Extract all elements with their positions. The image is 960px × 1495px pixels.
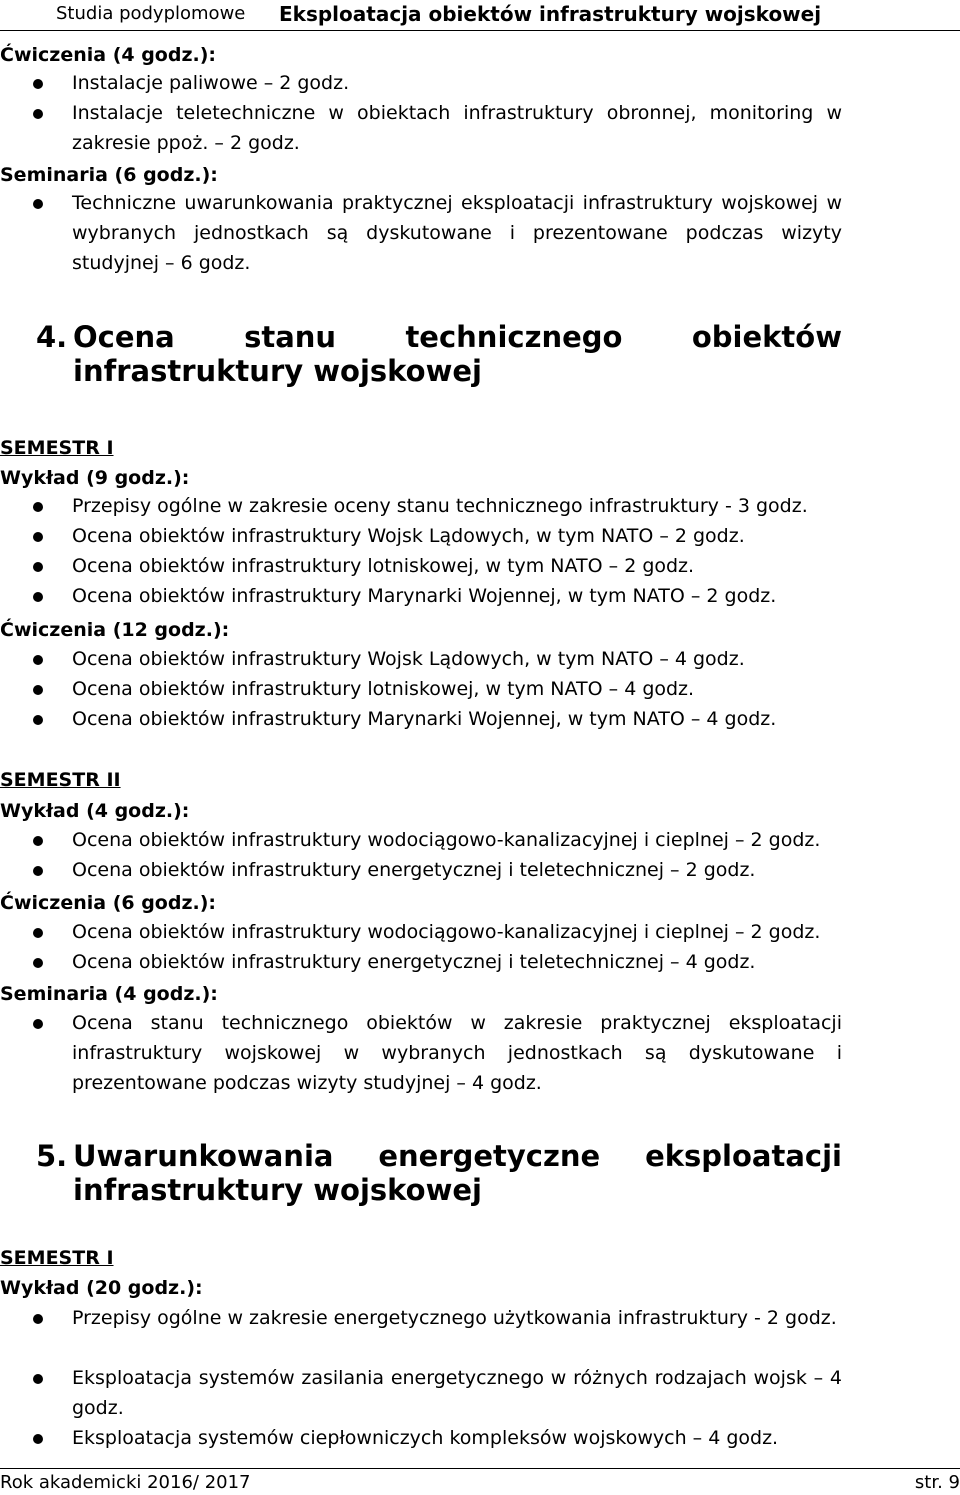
bullet-icon	[33, 562, 43, 572]
section-title-text: Ocena stanu technicznego obiektów infrastruktury wojskowej	[73, 320, 842, 388]
section-number: 4.	[36, 320, 68, 354]
list-item: Ocena obiektów infrastruktury energetycznej i teletechnicznej – 2 godz.	[72, 859, 756, 881]
list-item: Ocena obiektów infrastruktury wodociągowo-kanalizacyjnej i cieplnej – 2 godz.	[72, 829, 821, 851]
semestr-label: SEMESTR I	[0, 1247, 114, 1269]
list-item: Eksploatacja systemów zasilania energetycznego w różnych rodzajach wojsk – 4 godz.	[72, 1367, 842, 1419]
list-item: Instalacje paliwowe – 2 godz.	[72, 72, 350, 94]
cwiczenia-heading: Ćwiczenia (4 godz.):	[0, 44, 217, 66]
bullet-icon	[33, 592, 43, 602]
list-item: Ocena obiektów infrastruktury Wojsk Lądowych, w tym NATO – 4 godz.	[72, 648, 745, 670]
list-item: Przepisy ogólne w zakresie oceny stanu technicznego infrastruktury - 3 godz.	[72, 495, 808, 517]
page-number: str. 9	[914, 1472, 960, 1493]
header-title: Eksploatacja obiektów infrastruktury wojskowej	[279, 2, 822, 26]
cwiczenia-heading: Ćwiczenia (6 godz.):	[0, 892, 217, 914]
bullet-icon	[33, 866, 43, 876]
footer-year: Rok akademicki 2016/ 2017	[0, 1472, 251, 1493]
list-item: Ocena obiektów infrastruktury Marynarki Wojennej, w tym NATO – 4 godz.	[72, 708, 777, 730]
bullet-icon	[33, 532, 43, 542]
section-title-text: Uwarunkowania energetyczne eksploatacji infrastruktury wojskowej	[73, 1139, 842, 1207]
wyklad-heading: Wykład (4 godz.):	[0, 800, 190, 822]
bullet-icon	[33, 836, 43, 846]
bullet-icon	[33, 109, 43, 119]
bullet-icon	[33, 199, 43, 209]
bullet-icon	[33, 685, 43, 695]
seminaria-heading: Seminaria (6 godz.):	[0, 164, 218, 186]
semestr-label: SEMESTR I	[0, 437, 114, 459]
bullet-icon	[33, 1314, 43, 1324]
list-item: Ocena obiektów infrastruktury Wojsk Lądowych, w tym NATO – 2 godz.	[72, 525, 745, 547]
bullet-icon	[33, 1019, 43, 1029]
list-item: Ocena stanu technicznego obiektów w zakresie praktycznej eksploatacji infrastruktury wojskowej w wybranych jednostkach są dyskutowane i prezentowane podczas wizyty studyjnej – 4 godz.	[72, 1012, 842, 1094]
cwiczenia-heading: Ćwiczenia (12 godz.):	[0, 619, 230, 641]
list-item: Techniczne uwarunkowania praktycznej eksploatacji infrastruktury wojskowej w wybranych jednostkach są dyskutowane i prezentowane podczas wizyty studyjnej – 6 godz.	[72, 192, 842, 274]
list-item: Ocena obiektów infrastruktury lotniskowej, w tym NATO – 4 godz.	[72, 678, 695, 700]
section-number: 5.	[36, 1139, 68, 1173]
bullet-icon	[33, 958, 43, 968]
bullet-icon	[33, 928, 43, 938]
bullet-icon	[33, 79, 43, 89]
header-left: Studia podyplomowe	[56, 3, 246, 24]
list-item: Ocena obiektów infrastruktury Marynarki Wojennej, w tym NATO – 2 godz.	[72, 585, 777, 607]
list-item: Ocena obiektów infrastruktury lotniskowej, w tym NATO – 2 godz.	[72, 555, 695, 577]
bullet-icon	[33, 655, 43, 665]
bullet-icon	[33, 1434, 43, 1444]
header-divider	[0, 30, 960, 31]
footer-divider	[0, 1468, 960, 1469]
wyklad-heading: Wykład (9 godz.):	[0, 467, 190, 489]
list-item: Ocena obiektów infrastruktury energetycznej i teletechnicznej – 4 godz.	[72, 951, 756, 973]
bullet-icon	[33, 1374, 43, 1384]
list-item: Instalacje teletechniczne w obiektach infrastruktury obronnej, monitoring w zakresie ppoż. – 2 godz.	[72, 102, 842, 154]
bullet-icon	[33, 502, 43, 512]
wyklad-heading: Wykład (20 godz.):	[0, 1277, 203, 1299]
seminaria-heading: Seminaria (4 godz.):	[0, 983, 218, 1005]
list-item: Ocena obiektów infrastruktury wodociągowo-kanalizacyjnej i cieplnej – 2 godz.	[72, 921, 821, 943]
list-item: Przepisy ogólne w zakresie energetycznego użytkowania infrastruktury - 2 godz.	[72, 1307, 837, 1329]
bullet-icon	[33, 715, 43, 725]
list-item: Eksploatacja systemów ciepłowniczych kompleksów wojskowych – 4 godz.	[72, 1427, 779, 1449]
semestr-label: SEMESTR II	[0, 769, 121, 791]
